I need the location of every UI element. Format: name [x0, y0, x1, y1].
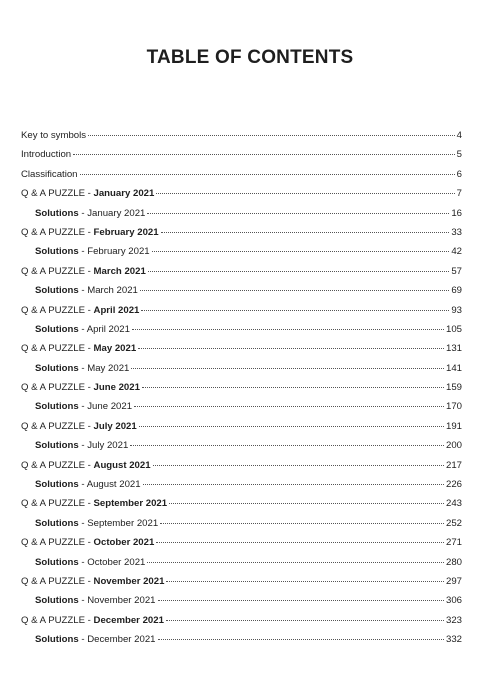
toc-page-number: 6: [456, 168, 462, 180]
toc-entry: [21, 305, 462, 324]
page-title: TABLE OF CONTENTS: [146, 47, 354, 68]
dot-leader: [73, 154, 455, 155]
dot-leader: [160, 523, 444, 524]
dot-leader: [156, 542, 444, 543]
dot-leader: [130, 445, 444, 446]
toc-entry-bold-text: Solutions: [35, 595, 79, 607]
toc-entry-text: Classification: [21, 168, 78, 180]
toc-entry-bold-text: Solutions: [35, 362, 79, 374]
dot-leader: [139, 426, 444, 427]
toc-page-number: 93: [451, 304, 462, 316]
toc-entry-label: [35, 363, 129, 374]
toc-entry-text: Q & A PUZZLE -: [21, 459, 94, 471]
toc-entry-text: Q & A PUZZLE -: [21, 265, 94, 277]
toc-entry-text: - June 2021: [78, 401, 133, 413]
toc-entry-bold-text: June 2021: [93, 382, 140, 394]
toc-entry-label: [21, 615, 164, 626]
toc-page-number: 5: [456, 149, 462, 161]
toc-entry-label: [21, 537, 154, 548]
toc-entry-bold-text: Solutions: [35, 440, 79, 452]
toc-page-number: 280: [445, 556, 462, 568]
toc-entry-label: [21, 149, 71, 160]
toc-entry-text: Q & A PUZZLE -: [21, 420, 94, 432]
toc-entry-label: [35, 595, 156, 606]
toc-entry-bold-text: December 2021: [93, 614, 164, 626]
dot-leader: [148, 271, 450, 272]
toc-entry: [21, 227, 462, 246]
toc-page-number: 271: [445, 537, 462, 549]
toc-entry: [21, 421, 462, 440]
dot-leader: [158, 600, 444, 601]
toc-entry-bold-text: January 2021: [93, 188, 155, 200]
toc-page-number: 323: [445, 614, 462, 626]
dot-leader: [166, 620, 444, 621]
toc-entry-text: Key to symbols: [21, 130, 87, 141]
toc-entry-label: [21, 305, 139, 316]
toc-entry-bold-text: August 2021: [93, 459, 151, 471]
toc-entry-label: [21, 576, 164, 587]
toc-entry-label: [21, 266, 146, 277]
toc-entry-label: [35, 479, 141, 490]
dot-leader: [147, 213, 449, 214]
toc-page-number: 57: [451, 265, 462, 277]
toc-entry-bold-text: May 2021: [93, 343, 137, 355]
toc-entry: [21, 401, 462, 420]
toc-page-number: 200: [445, 440, 462, 452]
toc-entry-text: - April 2021: [78, 323, 130, 335]
toc-entry-bold-text: Solutions: [35, 285, 79, 297]
toc-page-number: 4: [456, 130, 462, 141]
toc-entry-label: [21, 460, 151, 471]
dot-leader: [141, 310, 449, 311]
toc-entry-text: Q & A PUZZLE -: [21, 188, 94, 200]
toc-entry-text: Q & A PUZZLE -: [21, 614, 94, 626]
toc-entry-text: Q & A PUZZLE -: [21, 575, 94, 587]
toc-entry-label: [35, 440, 128, 451]
toc-entry: [21, 266, 462, 285]
toc-entry-bold-text: Solutions: [35, 207, 79, 219]
toc-page-number: 306: [445, 595, 462, 607]
toc-entry-label: [35, 246, 150, 257]
toc-entry-text: - March 2021: [78, 285, 138, 297]
toc-entry: [21, 595, 462, 614]
toc-entry-text: - January 2021: [78, 207, 146, 219]
toc-entry: [21, 615, 462, 634]
toc-entry: [21, 382, 462, 401]
toc-entry-text: - May 2021: [78, 362, 130, 374]
toc-entry-bold-text: July 2021: [93, 420, 137, 432]
toc-entry: [21, 440, 462, 459]
dot-leader: [131, 368, 444, 369]
toc-entry-label: [35, 285, 138, 296]
toc-entry: [21, 188, 462, 207]
dot-leader: [161, 232, 450, 233]
toc-entry-label: [35, 634, 156, 645]
dot-leader: [80, 174, 455, 175]
dot-leader: [166, 581, 444, 582]
dot-leader: [142, 387, 444, 388]
toc-entry: [21, 343, 462, 362]
toc-page-number: 69: [451, 285, 462, 297]
toc-entry: [21, 208, 462, 227]
toc-entry: [21, 130, 462, 149]
toc-entry-text: Q & A PUZZLE -: [21, 537, 94, 549]
toc-entry-label: [35, 518, 158, 529]
toc-entry-text: Q & A PUZZLE -: [21, 343, 94, 355]
toc-entry: [21, 518, 462, 537]
toc-entry: [21, 576, 462, 595]
toc-page-number: 243: [445, 498, 462, 510]
toc-entry: [21, 363, 462, 382]
toc-page-number: 191: [445, 420, 462, 432]
toc-entry-bold-text: October 2021: [93, 537, 155, 549]
toc-entry-label: [21, 169, 78, 180]
toc-entry-text: - November 2021: [78, 595, 156, 607]
toc-page-number: 16: [451, 207, 462, 219]
toc-entry-bold-text: Solutions: [35, 479, 79, 491]
toc-entry: [21, 479, 462, 498]
toc-entry-bold-text: September 2021: [93, 498, 168, 510]
toc-entry: [21, 537, 462, 556]
toc-entry-text: Q & A PUZZLE -: [21, 304, 94, 316]
dot-leader: [147, 562, 444, 563]
toc-entry: [21, 324, 462, 343]
dot-leader: [88, 135, 455, 136]
toc-entry-text: Introduction: [21, 149, 72, 161]
dot-leader: [156, 193, 454, 194]
toc-entry: [21, 246, 462, 265]
toc-entry-label: [21, 188, 154, 199]
toc-entry-text: Q & A PUZZLE -: [21, 382, 94, 394]
toc-page-number: 332: [445, 634, 462, 646]
toc-entry-text: - October 2021: [78, 556, 146, 568]
toc-page-number: 159: [445, 382, 462, 394]
toc-page-number: 252: [445, 517, 462, 529]
toc-entry-label: [35, 208, 145, 219]
toc-page-number: 226: [445, 479, 462, 491]
dot-leader: [169, 503, 444, 504]
toc-entry-label: [35, 324, 130, 335]
dot-leader: [158, 639, 444, 640]
dot-leader: [143, 484, 444, 485]
toc-entry-label: [35, 557, 145, 568]
toc-entry-text: Q & A PUZZLE -: [21, 226, 94, 238]
toc-page-number: 131: [445, 343, 462, 355]
toc-entry: [21, 149, 462, 168]
toc-entry-text: - August 2021: [78, 479, 141, 491]
toc-entry-text: - September 2021: [78, 517, 159, 529]
toc-entry-bold-text: April 2021: [93, 304, 140, 316]
toc-page-number: 297: [445, 575, 462, 587]
toc-entry-label: [21, 130, 86, 141]
dot-leader: [132, 329, 444, 330]
toc-entry-label: [35, 401, 132, 412]
table-of-contents: [21, 130, 462, 654]
toc-entry-bold-text: Solutions: [35, 401, 79, 413]
dot-leader: [153, 465, 444, 466]
toc-entry-bold-text: Solutions: [35, 246, 79, 258]
toc-entry: [21, 169, 462, 188]
toc-entry-bold-text: November 2021: [93, 575, 165, 587]
toc-entry: [21, 557, 462, 576]
dot-leader: [134, 406, 444, 407]
toc-entry: [21, 634, 462, 653]
toc-entry: [21, 285, 462, 304]
toc-page-number: 7: [456, 188, 462, 200]
toc-entry-bold-text: Solutions: [35, 556, 79, 568]
toc-entry-bold-text: March 2021: [93, 265, 146, 277]
toc-entry: [21, 498, 462, 517]
toc-page-number: 42: [451, 246, 462, 258]
toc-entry-bold-text: February 2021: [93, 226, 159, 238]
toc-page-number: 105: [445, 323, 462, 335]
toc-entry-text: - December 2021: [78, 634, 156, 646]
toc-entry-text: - July 2021: [78, 440, 129, 452]
toc-entry-text: - February 2021: [78, 246, 150, 258]
dot-leader: [138, 348, 444, 349]
toc-entry-bold-text: Solutions: [35, 323, 79, 335]
toc-entry-label: [21, 498, 167, 509]
toc-entry: [21, 460, 462, 479]
dot-leader: [140, 290, 449, 291]
toc-entry-label: [21, 382, 140, 393]
toc-page-number: 170: [445, 401, 462, 413]
toc-entry-bold-text: Solutions: [35, 517, 79, 529]
toc-entry-bold-text: Solutions: [35, 634, 79, 646]
toc-entry-label: [21, 227, 159, 238]
dot-leader: [152, 251, 450, 252]
toc-entry-text: Q & A PUZZLE -: [21, 498, 94, 510]
toc-entry-label: [21, 421, 137, 432]
toc-page-number: 33: [451, 226, 462, 238]
toc-page-number: 217: [445, 459, 462, 471]
toc-entry-label: [21, 343, 136, 354]
toc-page-number: 141: [445, 362, 462, 374]
